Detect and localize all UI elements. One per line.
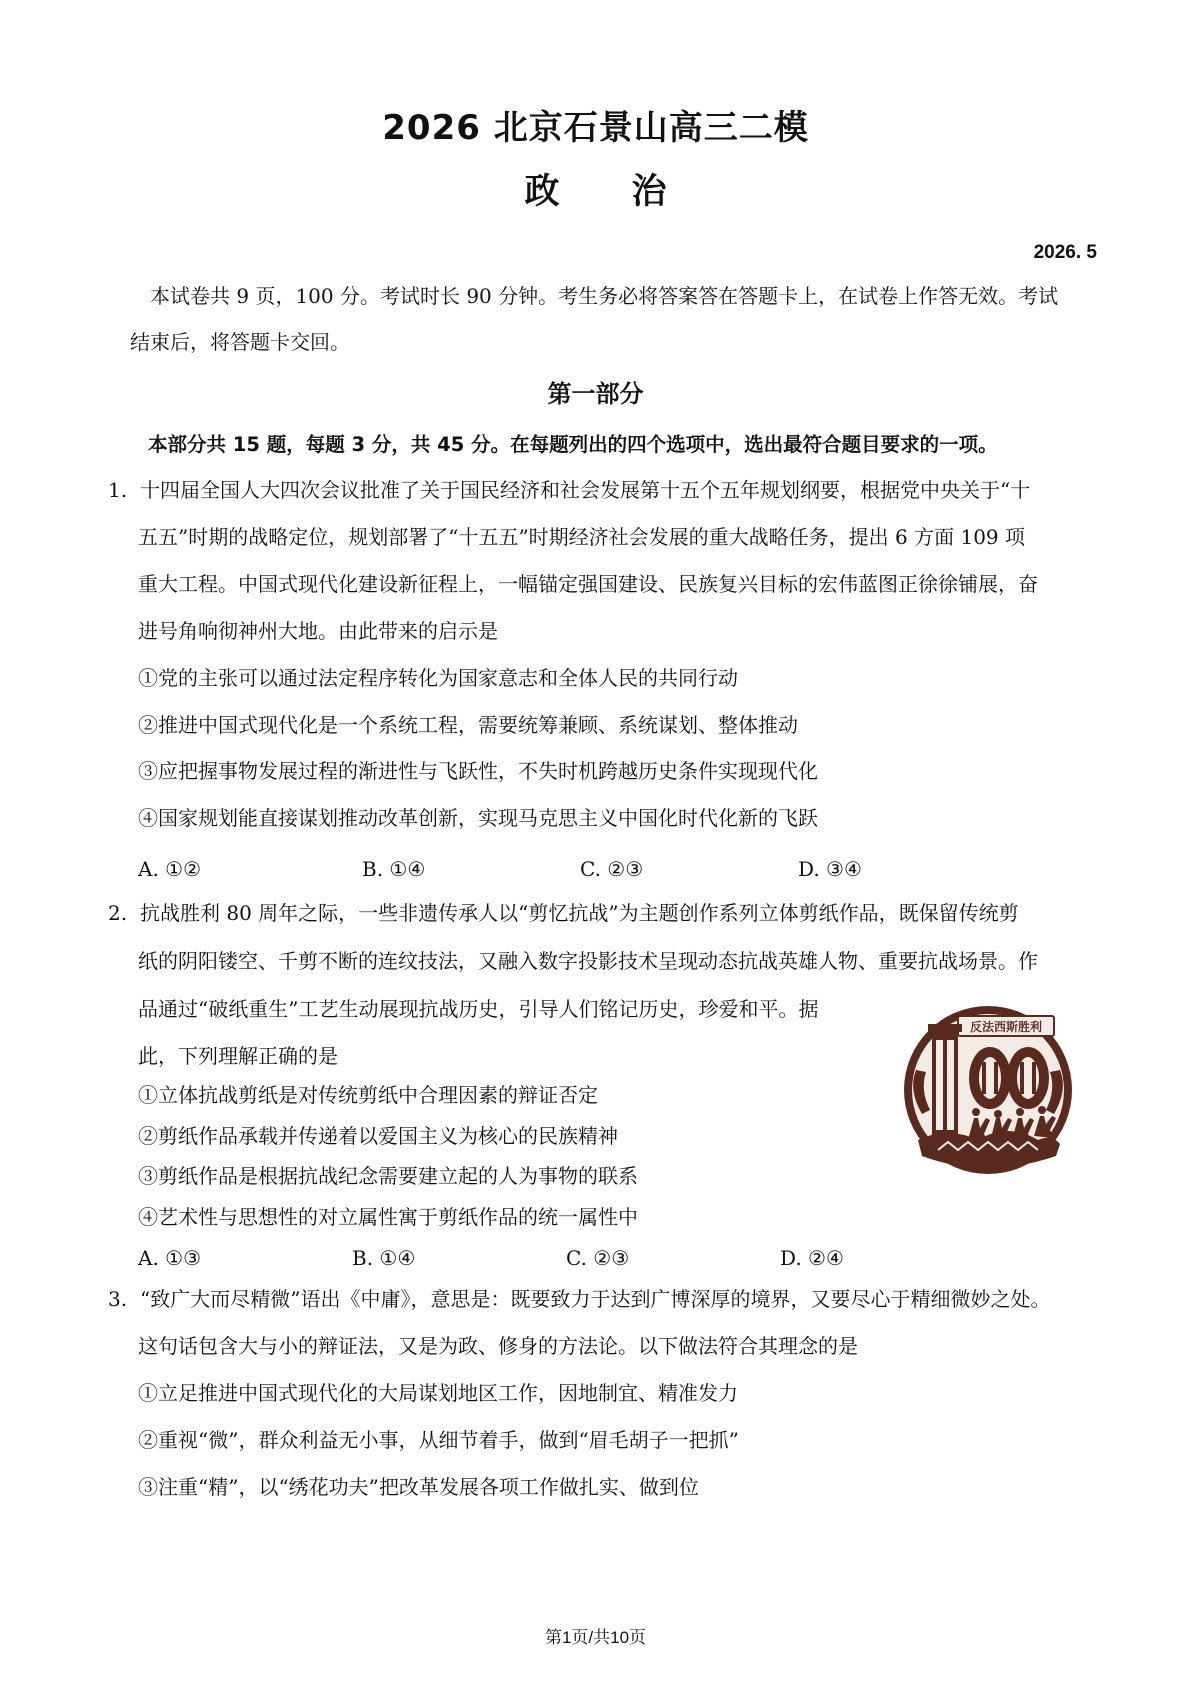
q1-stem-line: 五五”时期的战略定位，规划部署了“十五五”时期经济社会发展的重大战略任务，提出 6 方面 109 项 <box>138 525 1026 549</box>
q2-item: ②剪纸作品承载并传递着以爱国主义为核心的民族精神 <box>138 1124 618 1148</box>
intro-line-1: 本试卷共 9 页，100 分。考试时长 90 分钟。考生务必将答案答在答题卡上，在试卷上作答无效。考试 <box>150 284 1059 308</box>
q1-option-c: C. ②③ <box>580 857 644 881</box>
q1-item: ②推进中国式现代化是一个系统工程，需要统筹兼顾、系统谋划、整体推动 <box>138 713 798 737</box>
page-number: 第1页/共10页 <box>544 1628 647 1647</box>
q1-number: 1. <box>108 478 128 502</box>
q3-item: ②重视“微”，群众利益无小事，从细节着手，做到“眉毛胡子一把抓” <box>138 1428 739 1452</box>
intro-line-2: 结束后，将答题卡交回。 <box>130 330 350 354</box>
papercut-illustration <box>898 1000 1078 1180</box>
q2-option-c: C. ②③ <box>566 1246 630 1270</box>
q2-stem-line: 抗战胜利 80 周年之际，一些非遗传承人以“剪忆抗战”为主题创作系列立体剪纸作品，既保留传统剪 <box>140 901 1019 925</box>
q2-item: ④艺术性与思想性的对立属性寓于剪纸作品的统一属性中 <box>138 1205 638 1229</box>
q1-item: ③应把握事物发展过程的渐进性与飞跃性，不失时机跨越历史条件实现现代化 <box>138 759 818 783</box>
q3-item: ③注重“精”，以“绣花功夫”把改革发展各项工作做扎实、做到位 <box>138 1475 699 1499</box>
q1-stem-line: 进号角响彻神州大地。由此带来的启示是 <box>138 619 498 643</box>
q1-item: ①党的主张可以通过法定程序转化为国家意志和全体人民的共同行动 <box>138 666 738 690</box>
q2-number: 2. <box>108 901 128 925</box>
exam-title: 2026 北京石景山高三二模 <box>382 108 809 148</box>
q2-option-d: D. ②④ <box>780 1246 844 1270</box>
q2-item: ③剪纸作品是根据抗战纪念需要建立起的人为事物的联系 <box>138 1164 638 1188</box>
q3-item: ①立足推进中国式现代化的大局谋划地区工作，因地制宜、精准发力 <box>138 1381 738 1405</box>
q1-option-b: B. ①④ <box>362 857 426 881</box>
section-description: 本部分共 15 题，每题 3 分，共 45 分。在每题列出的四个选项中，选出最符合题目要求的一项。 <box>148 433 998 456</box>
subject-title <box>0 164 1191 214</box>
q3-stem-line: “致广大而尽精微”语出《中庸》，意思是：既要致力于达到广博深厚的境界，又要尽心于精细微妙之处。 <box>140 1287 1051 1311</box>
q1-stem-line: 十四届全国人大四次会议批准了关于国民经济和社会发展第十五个五年规划纲要，根据党中央关于“十 <box>140 478 1031 502</box>
q2-option-b: B. ①④ <box>352 1246 416 1270</box>
q1-stem-line: 重大工程。中国式现代化建设新征程上，一幅锚定强国建设、民族复兴目标的宏伟蓝图正徐徐铺展，奋 <box>138 572 1038 596</box>
q2-stem-line: 纸的阴阳镂空、千剪不断的连纹技法，又融入数字投影技术呈现动态抗战英雄人物、重要抗战场景。作 <box>138 949 1038 973</box>
q3-stem-line: 这句话包含大与小的辩证法，又是为政、修身的方法论。以下做法符合其理念的是 <box>138 1334 858 1358</box>
q2-stem-line: 此，下列理解正确的是 <box>138 1044 338 1068</box>
q3-number: 3. <box>108 1287 128 1311</box>
papercut-banner-text: 反法西斯胜利 <box>969 1020 1043 1034</box>
q2-option-a: A. ①③ <box>138 1246 202 1270</box>
subject-char-left: 政 <box>524 172 560 212</box>
q2-stem-line: 品通过“破纸重生”工艺生动展现抗战历史，引导人们铭记历史，珍爱和平。据 <box>138 997 819 1021</box>
q1-item: ④国家规划能直接谋划推动改革创新，实现马克思主义中国化时代化新的飞跃 <box>138 806 818 830</box>
q1-option-d: D. ③④ <box>798 857 862 881</box>
subject-char-right: 治 <box>631 172 667 212</box>
exam-date: 2026. 5 <box>1033 242 1097 263</box>
q2-item: ①立体抗战剪纸是对传统剪纸中合理因素的辩证否定 <box>138 1083 598 1107</box>
section-title: 第一部分 <box>547 380 644 408</box>
q1-option-a: A. ①② <box>138 857 202 881</box>
